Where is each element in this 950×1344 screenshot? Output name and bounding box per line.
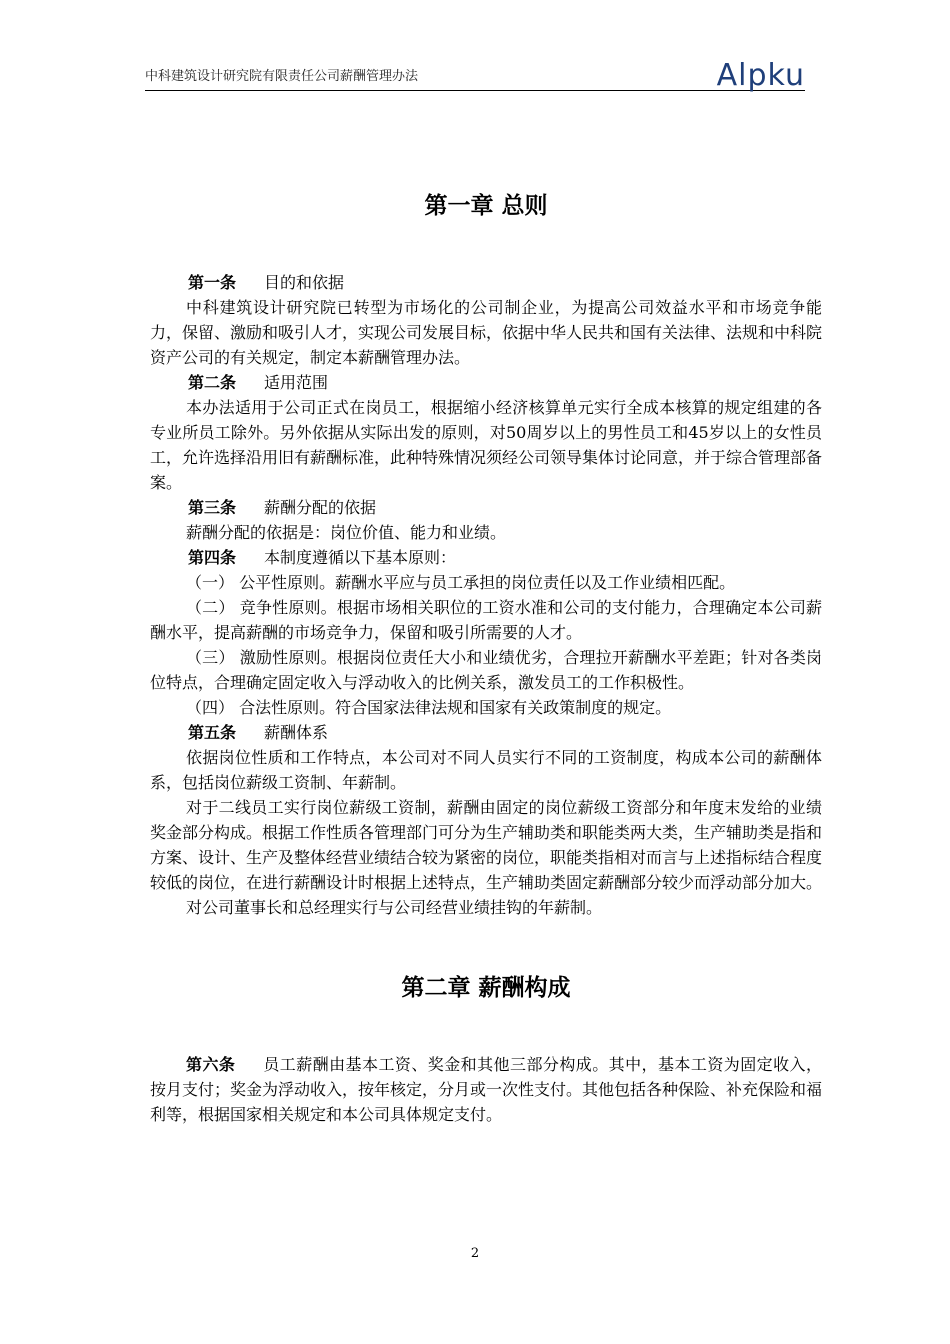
- document-body: [150, 186, 822, 1127]
- article-label: 第一条: [188, 273, 237, 292]
- article-heading: [150, 545, 822, 570]
- article-paragraph: [150, 1052, 822, 1127]
- article-heading: [150, 370, 822, 395]
- article-heading: [150, 720, 822, 745]
- chapter-title: 第二章 薪酬构成: [401, 975, 571, 1001]
- article-label: 第三条: [188, 498, 237, 517]
- article-label: 第二条: [188, 373, 237, 392]
- paragraph: 依据岗位性质和工作特点，本公司对不同人员实行不同的工资制度，构成本公司的薪酬体系，包括岗位薪级工资制、年薪制。: [150, 748, 822, 792]
- article-heading-text: 目的和依据: [264, 273, 345, 292]
- article-heading-text: 本制度遵循以下基本原则：: [264, 548, 457, 567]
- page-number: 2: [470, 1246, 480, 1261]
- principle-item: （三） 激励性原则。根据岗位责任大小和业绩优劣，合理拉开薪酬水平差距；针对各类岗位特点，合理确定固定收入与浮动收入的比例关系，激发员工的工作积极性。: [150, 648, 822, 692]
- chapter-title: 第一章 总则: [424, 193, 548, 219]
- paragraph: 对公司董事长和总经理实行与公司经营业绩挂钩的年薪制。: [186, 898, 603, 917]
- article-label: 第六条: [186, 1055, 236, 1074]
- header-title: 中科建筑设计研究院有限责任公司薪酬管理办法: [145, 69, 419, 84]
- article-heading-text: 薪酬分配的依据: [264, 498, 377, 517]
- paragraph: 本办法适用于公司正式在岗员工，根据缩小经济核算单元实行全成本核算的规定组建的各专业所员工除外。另外依据从实际出发的原则，对50周岁以上的男性员工和45岁以上的女性员工，允许选择沿用旧有薪酬标准，此种特殊情况须经公司领导集体讨论同意，并于综合管理部备案。: [150, 398, 823, 492]
- principle-item: （二） 竞争性原则。根据市场相关职位的工资水准和公司的支付能力，合理确定本公司薪酬水平，提高薪酬的市场竞争力，保留和吸引所需要的人才。: [150, 598, 822, 642]
- article-heading: [150, 495, 822, 520]
- article-heading-text: 适用范围: [264, 373, 329, 392]
- paragraph: 薪酬分配的依据是：岗位价值、能力和业绩。: [186, 523, 507, 542]
- article-heading-text: 薪酬体系: [264, 723, 329, 742]
- principle-item: （四） 合法性原则。符合国家法律法规和国家有关政策制度的规定。: [186, 698, 672, 717]
- logo-text: Alpku: [716, 58, 805, 93]
- article-label: 第五条: [188, 723, 237, 742]
- article-heading-text: 员工薪酬由基本工资、奖金和其他三部分构成。其中，基本工资为固定收入，按月支付；奖金为浮动收入，按年核定，分月或一次性支付。其他包括各种保险、补充保险和福利等，根据国家相关规定和本公司具体规定支付。: [150, 1055, 823, 1124]
- paragraph: 中科建筑设计研究院已转型为市场化的公司制企业，为提高公司效益水平和市场竞争能力，保留、激励和吸引人才，实现公司发展目标，依据中华人民共和国有关法律、法规和中科院资产公司的有关规定，制定本薪酬管理办法。: [150, 298, 823, 367]
- paragraph: 对于二线员工实行岗位薪级工资制，薪酬由固定的岗位薪级工资部分和年度末发给的业绩奖金部分构成。根据工作性质各管理部门可分为生产辅助类和职能类两大类，生产辅助类是指和方案、设计、生产及整体经营业绩结合较为紧密的岗位，职能类指相对而言与上述指标结合程度较低的岗位，在进行薪酬设计时根据上述特点，生产辅助类固定薪酬部分较少而浮动部分加大。: [150, 798, 823, 892]
- principle-item: （一） 公平性原则。薪酬水平应与员工承担的岗位责任以及工作业绩相匹配。: [186, 573, 736, 592]
- article-label: 第四条: [188, 548, 237, 567]
- company-logo: [685, 56, 805, 96]
- page-header: [145, 58, 805, 91]
- article-heading: [150, 270, 822, 295]
